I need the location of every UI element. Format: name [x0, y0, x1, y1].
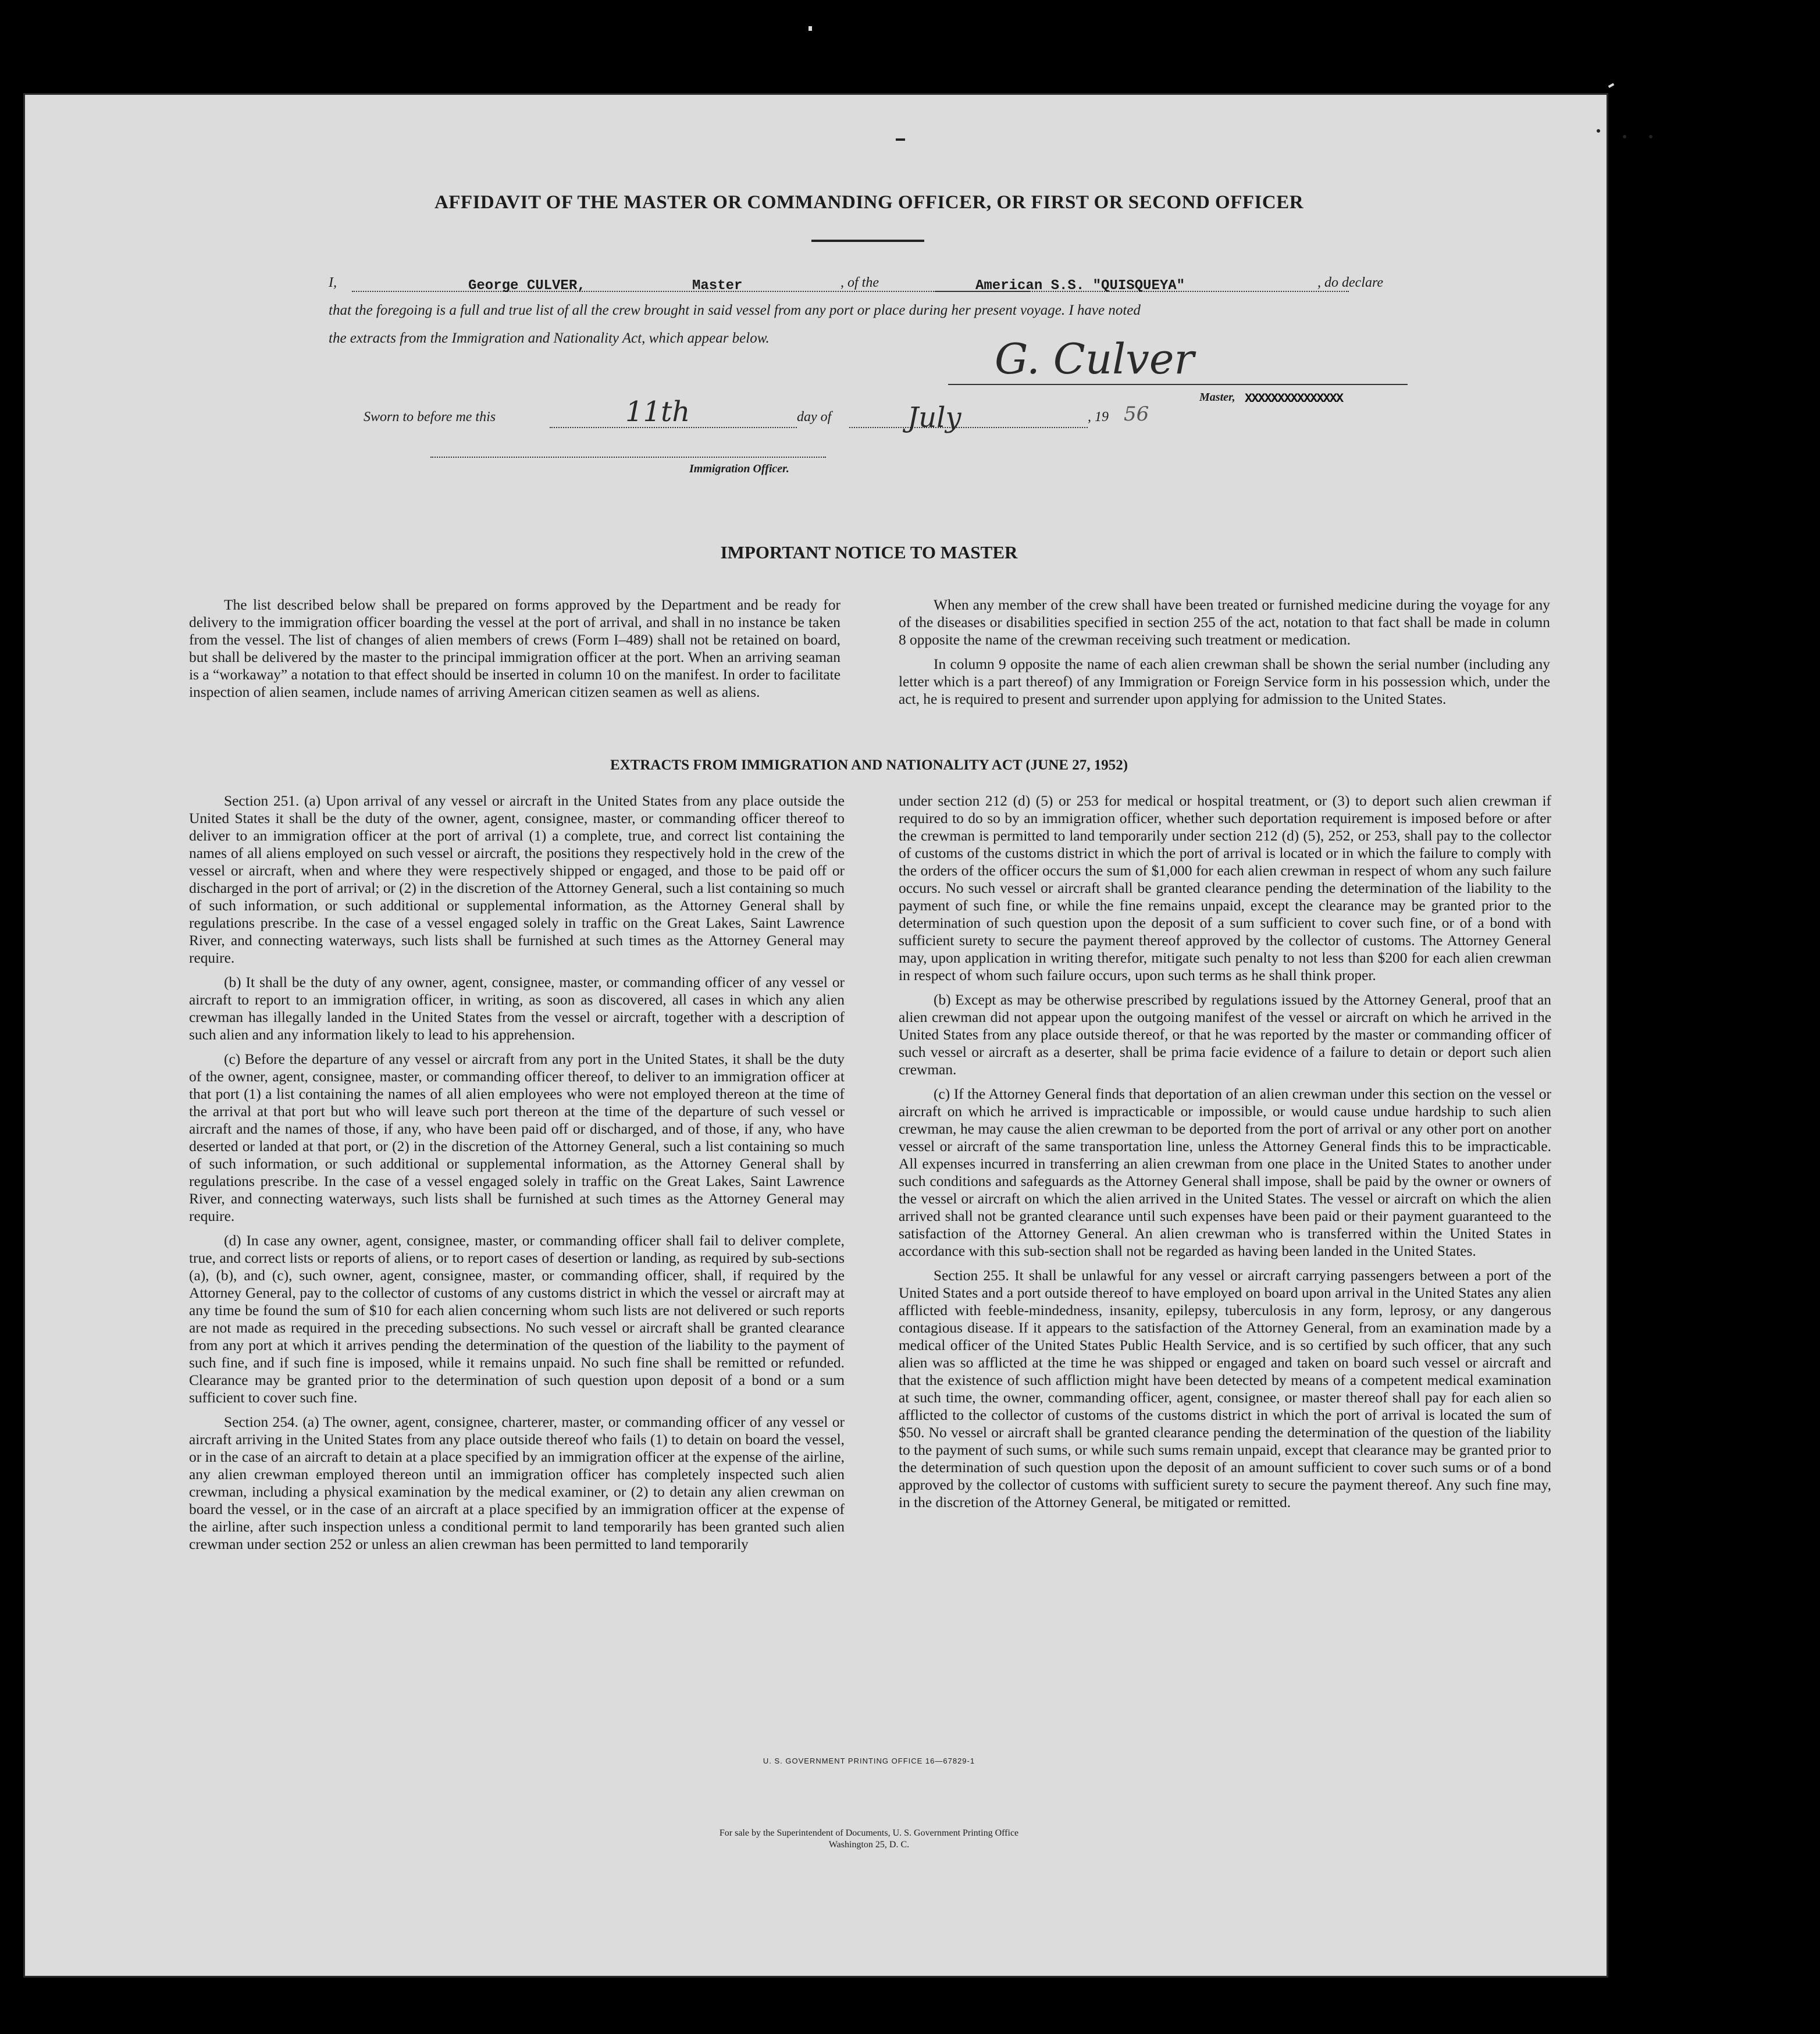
- notice-right-paragraph-2: In column 9 opposite the name of each alien crewman shall be shown the serial number (including any letter which is a part thereof) of any Immigration or Foreign Service form in his possession which, under the act, he is required to present and surrender upon applying for admission to the United States.: [899, 656, 1550, 707]
- day-of-label: day of: [797, 409, 832, 425]
- vessel-name: American S.S. "QUISQUEYA": [975, 278, 1185, 294]
- sworn-year: 56: [1124, 402, 1149, 426]
- extracts-left-column: [189, 792, 845, 1560]
- sworn-label: Sworn to before me this: [364, 409, 496, 425]
- binder-hole: [1643, 1681, 1673, 1711]
- do-declare-label: , do declare: [1317, 275, 1384, 290]
- sworn-day: 11th: [625, 396, 690, 428]
- affidavit-title: AFFIDAVIT OF THE MASTER OR COMMANDING OFFICER, OR FIRST OR SECOND OFFICER: [434, 192, 1304, 213]
- officer-field[interactable]: [352, 271, 1030, 292]
- notice-heading: IMPORTANT NOTICE TO MASTER: [720, 542, 1018, 562]
- binder-hole: [1643, 1298, 1673, 1328]
- officer-rank: Master: [692, 278, 743, 294]
- film-speck: [1608, 83, 1615, 88]
- signature-line: [948, 384, 1408, 385]
- declaration-line-3: [329, 325, 1416, 352]
- binder-hole: [1643, 266, 1673, 297]
- section-251-a: Section 251. (a) Upon arrival of any vessel or aircraft in the United States from any place outside the United States it shall be the duty of the owner, agent, consignee, master, or commanding officer thereof to deliver to an immigration officer at the port of arrival (1) a complete, true, and correct list containing the names of all aliens employed on such vessel or aircraft, the positions they respectively hold in the crew of the vessel or aircraft, when and where they were respectively shipped or engaged, and those to be paid off or discharged in the port of arrival; or (2) in the discretion of the Attorney General, such a list containing so much of such information, or such additional or supplemental information, as the Attorney General shall by regulations prescribe. In the case of a vessel engaged solely in traffic on the Great Lakes, Saint Lawrence River, and connecting waterways, such lists shall be furnished at such times as the Attorney General may require.: [189, 793, 845, 966]
- ink-dot: [1649, 135, 1652, 138]
- sale-line-2: Washington 25, D. C.: [828, 1840, 910, 1850]
- notice-left-column: [189, 596, 840, 708]
- binder-hole: [1643, 1393, 1673, 1423]
- immigration-officer-label: Immigration Officer.: [689, 462, 789, 475]
- master-signature: G. Culver: [995, 334, 1194, 383]
- declaration-text-2: that the foregoing is a full and true list of all the crew brought in said vessel from any port or place during her present voyage. I have noted: [329, 302, 1141, 318]
- binder-hole: [1643, 365, 1673, 396]
- ink-dot: [1623, 135, 1626, 138]
- section-254-a: Section 254. (a) The owner, agent, consignee, charterer, master, or commanding officer of any vessel or aircraft arriving in the United States from any place outside thereof who fails (1) to detain on board the vessel, or in the case of an aircraft to detain at a place specified by an immigration officer at the expense of the airline, any alien crewman employed thereon until an immigration officer has completely inspected such alien crewman, including a physical examination by the medical examiner, or (2) to detain any alien crewman on board the vessel, or in the case of an aircraft at a place specified by an immigration officer at the expense of the airline, after such inspection unless a conditional permit to land temporarily has been granted such alien crewman under section 252 or unless an alien crewman has been permitted to land temporarily: [189, 1414, 845, 1552]
- ink-dot: [1597, 129, 1600, 133]
- section-255: Section 255. It shall be unlawful for any vessel or aircraft carrying passengers between a port of the United States and a port outside thereof to have employed on board upon arrival in the United States any alien afflicted with feeble-mindedness, insanity, epilepsy, tuberculosis in any form, leprosy, or any dangerous contagious disease. If it appears to the satisfaction of the Attorney General, from an examination made by a medical officer of the United States Public Health Service, and is so certified by such officer, that any such alien was so afflicted at the time he was shipped or engaged and taken on board such vessel or aircraft and that the existence of such affliction might have been detected by means of a competent medical examination at such time, the owner, commanding officer, agent, consignee, or master thereof shall pay for each alien so afflicted to the collector of customs of the customs district in which the port of arrival is located the sum of $50. No vessel or aircraft shall be granted clearance pending the determination of the question of the liability to the payment of such sums, or while such sums remain unpaid, except that clearance may be granted prior to the determination of such question upon the deposit of an amount sufficient to cover such sums or of a bond approved by the collector of customs with sufficient surety to secure the payment thereof. Any such fine may, in the discretion of the Attorney General, be mitigated or remitted.: [899, 1267, 1551, 1511]
- binder-hole: [1643, 653, 1673, 683]
- declaration-text-3: the extracts from the Immigration and Nationality Act, which appear below.: [329, 330, 770, 346]
- title-rule: [811, 240, 924, 242]
- declaration-block: [329, 269, 1416, 352]
- section-251-b: (b) It shall be the duty of any owner, agent, consignee, master, or commanding officer of any vessel or aircraft to report to an immigration officer, in writing, as soon as discovered, all cases in which any alien crewman has illegally landed in the United States from the vessel or aircraft, together with a description of such alien and any information likely to lead to his apprehension.: [189, 974, 845, 1043]
- master-label: Master,: [1199, 391, 1235, 404]
- struck-title: XXXXXXXXXXXXXXX: [1245, 391, 1343, 406]
- year-prefix: , 19: [1088, 409, 1109, 425]
- sworn-month: July: [907, 401, 961, 434]
- section-254-c: (c) If the Attorney General finds that deportation of an alien crewman under this section on the vessel or aircraft on which he arrived is impracticable or impossible, or would cause undue hardship to such alien crewman, he may cause the alien crewman to be deported from the port of arrival or any other port on another vessel or aircraft of the same transportation line, unless the Attorney General finds this to be impracticable. All expenses incurred in transferring an alien crewman from one place in the United States to another under such conditions and safeguards as the Attorney General shall impose, shall be paid by the owner or owners of the vessel or aircraft on which the alien arrived in the United States. The vessel or aircraft on which the alien arrived shall not be granted clearance until such expenses have been paid or their payment guaranteed to the satisfaction of the Attorney General. An alien crewman who is transferred within the United States in accordance with this sub-section shall not be regarded as having been landed in the United States.: [899, 1086, 1551, 1259]
- i-label: I,: [329, 275, 337, 290]
- extracts-right-column: [899, 792, 1551, 1518]
- sale-line-1: For sale by the Superintendent of Documents, U. S. Government Printing Office: [719, 1828, 1019, 1838]
- section-254-b: (b) Except as may be otherwise prescribed by regulations issued by the Attorney General, proof that an alien crewman did not appear upon the outgoing manifest of the vessel or aircraft on which he arrived in the United States from any place outside thereof, or that he was reported by the master or commanding officer of such vessel or aircraft as a deserter, shall be prima facie evidence of a failure to detain or deport such alien crewman.: [899, 992, 1551, 1078]
- section-251-d: (d) In case any owner, agent, consignee, master, or commanding officer shall fail to deliver complete, true, and correct lists or reports of aliens, or to report cases of desertion or landing, as required by sub-sections (a), (b), and (c), such owner, agent, consignee, master, or commanding officer, shall, if required by the Attorney General, pay to the collector of customs of any customs district in which the vessel or aircraft may at any time be found the sum of $10 for each alien concerning whom such lists are not delivered or such reports are not made as required in the preceding subsections. No such vessel or aircraft shall be granted clearance from any port at which it arrives pending the determination of the question of the liability to the payment of such fine, and if such fine is imposed, while it remains unpaid. No such fine shall be remitted or refunded. Clearance may be granted prior to the determination of such question upon deposit of a bond or a sum sufficient to cover such fine.: [189, 1232, 845, 1406]
- section-254-a-continued: under section 212 (d) (5) or 253 for medical or hospital treatment, or (3) to deport such alien crewman if required to do so by an immigration officer, whether such deportation requirement is imposed before or after the crewman is permitted to land temporarily under section 212 (d) (5), 252, or 253, shall pay to the collector of customs of the customs district in which the port of arrival is located or in which the failure to comply with the orders of the officer occurs the sum of $1,000 for each alien crewman in respect of whom any such failure occurs. No such vessel or aircraft shall be granted clearance pending the determination of the liability to the payment of such fine, or while the fine remains unpaid, except the clearance may be granted prior to the determination of such question upon the deposit of a sum sufficient to cover such fine, or of a bond with sufficient surety to secure the payment thereof approved by the collector of customs. The Attorney General may, upon application in writing therefor, mitigate such penalty to not less than $200 for each alien crewman in respect of whom such failure occurs, upon such terms as he shall think proper.: [899, 793, 1551, 984]
- immigration-officer-line[interactable]: [430, 457, 826, 458]
- binder-hole: [1643, 1777, 1673, 1807]
- sworn-month-field[interactable]: [849, 427, 1088, 428]
- film-speck: [809, 26, 812, 31]
- officer-name: George CULVER,: [468, 278, 586, 294]
- ink-mark: [896, 138, 905, 141]
- printing-office-line: U. S. GOVERNMENT PRINTING OFFICE 16—67829-1: [763, 1757, 975, 1765]
- extracts-heading: EXTRACTS FROM IMMIGRATION AND NATIONALITY ACT (JUNE 27, 1952): [610, 757, 1128, 773]
- notice-left-paragraph: The list described below shall be prepared on forms approved by the Department and be ready for delivery to the immigration officer boarding the vessel at the port of arrival, and shall in no instance be taken from the vessel. The list of changes of alien members of crews (Form I–489) shall not be retained on board, but shall be delivered by the master to the principal immigration officer at the port. When an arriving seaman is a “workaway” a notation to that effect should be inserted in column 10 on the manifest. In order to facilitate inspection of alien seamen, include names of arriving American citizen seamen as well as aliens.: [189, 597, 840, 700]
- declaration-line-2: [329, 297, 1416, 325]
- of-the-label: , of the: [840, 275, 879, 290]
- section-251-c: (c) Before the departure of any vessel or aircraft from any port in the United States, it shall be the duty of the owner, agent, consignee, master, or commanding officer thereof, to deliver to an immigration officer at that port (1) a list containing the names of all alien employees who were not employed thereon at the time of the arrival at that port but who will leave such port thereon at the time of the departure of such vessel or aircraft and the names of those, if any, who have been paid off or discharged, and of those, if any, who have deserted or landed at that port, or (2) in the discretion of the Attorney General, such a list containing so much of such information, or such additional or supplemental information, as the Attorney General shall by regulations prescribe. In the case of a vessel engaged solely in traffic on the Great Lakes, Saint Lawrence River, and connecting waterways, such lists shall be furnished at such times as the Attorney General may require.: [189, 1051, 845, 1224]
- declaration-line-1: [329, 269, 1416, 297]
- notice-right-column: [899, 596, 1550, 715]
- vessel-field[interactable]: [935, 271, 1349, 292]
- notice-right-paragraph-1: When any member of the crew shall have been treated or furnished medicine during the voyage for any of the diseases or disabilities specified in section 255 of the act, notation to that fact shall be made in column 8 opposite the name of the crewman receiving such treatment or medication.: [899, 597, 1550, 648]
